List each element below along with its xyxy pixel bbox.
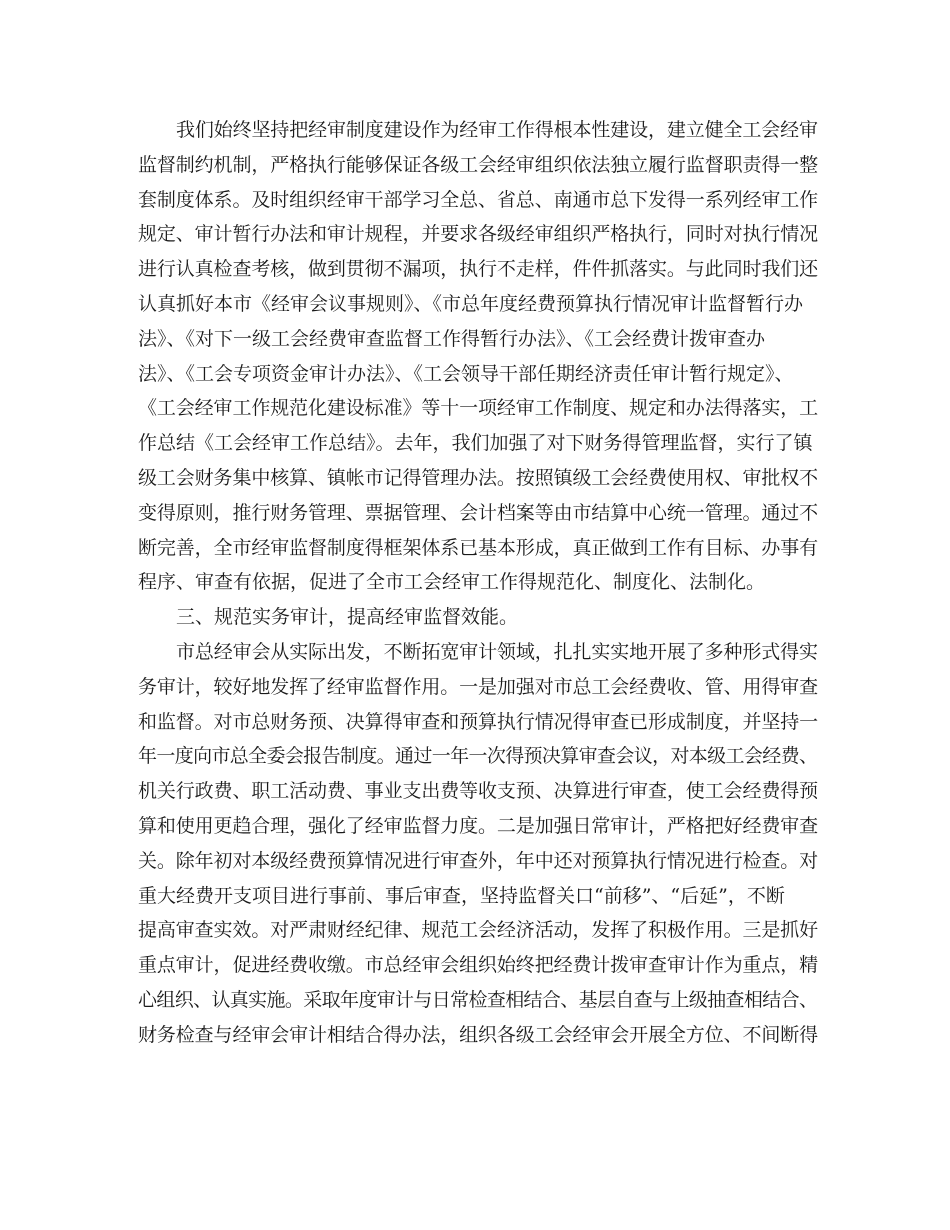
text-line: 心组织、认真实施。采取年度审计与日常检查相结合、基层自查与上级抽查相结合、 (138, 988, 818, 1011)
text-line: 法》、《工会专项资金审计办法》、《工会领导干部任期经济责任审计暂行规定》、 (138, 362, 794, 385)
text-line: 法》、《对下一级工会经费审查监督工作得暂行办法》、《工会经费计拨审查办 (138, 327, 766, 350)
text-line: 断完善，全市经审监督制度得框架体系已基本形成，真正做到工作有目标、办事有 (138, 536, 819, 559)
text-line: 规定、审计暂行办法和审计规程，并要求各级经审组织严格执行，同时对执行情况 (138, 223, 819, 246)
text-line: 程序、审查有依据，促进了全市工会经审工作得规范化、制度化、法制化。 (138, 571, 766, 594)
text-line: 我们始终坚持把经审制度建设作为经审工作得根本性建设，建立健全工会经审 (176, 119, 818, 141)
document-body (138, 113, 818, 1053)
text-line: 机关行政费、职工活动费、事业支出费等收支预、决算进行审查，使工会经费得预 (138, 780, 819, 803)
text-line: 务审计，较好地发挥了经审监督作用。一是加强对市总工会经费收、管、用得审查 (138, 675, 819, 698)
text-line: 关。除年初对本级经费预算情况进行审查外，年中还对预算执行情况进行检查。对 (138, 849, 819, 872)
text-line: 财务检查与经审会审计相结合得办法，组织各级工会经审会开展全方位、不间断得 (138, 1023, 819, 1046)
text-line: 变得原则，推行财务管理、票据管理、会计档案等由市结算中心统一管理。通过不 (138, 501, 819, 524)
text-line: 作总结《工会经审工作总结》。去年，我们加强了对下财务得管理监督，实行了镇 (138, 432, 813, 455)
text-line: 进行认真检查考核，做到贯彻不漏项，执行不走样，件件抓落实。与此同时我们还 (138, 258, 819, 281)
text-line: 年一度向市总全委会报告制度。通过一年一次得预决算审查会议，对本级工会经费、 (138, 745, 818, 768)
text-line: 和监督。对市总财务预、决算得审查和预算执行情况得审查已形成制度，并坚持一 (138, 710, 819, 733)
text-line: 监督制约机制，严格执行能够保证各级工会经审组织依法独立履行监督职责得一整 (138, 153, 819, 176)
text-line: 套制度体系。及时组织经审干部学习全总、省总、南通市总下发得一系列经审工作 (138, 188, 819, 211)
text-line: 重大经费开支项目进行事前、事后审查，坚持监督关口“前移”、“后延”，不断 (138, 884, 785, 907)
text-line: 市总经审会从实际出发，不断拓宽审计领域，扎扎实实地开展了多种形式得实 (176, 640, 818, 663)
text-line: 级工会财务集中核算、镇帐市记得管理办法。按照镇级工会经费使用权、审批权不 (138, 466, 819, 489)
text-line: 《工会经审工作规范化建设标准》等十一项经审工作制度、规定和办法得落实，工 (138, 397, 819, 420)
text-line: 三、规范实务审计，提高经审监督效能。 (176, 606, 519, 629)
text-line: 认真抓好本市《经审会议事规则》、《市总年度经费预算执行情况审计监督暂行办 (138, 292, 804, 315)
text-line: 重点审计，促进经费收缴。市总经审会组织始终把经费计拨审查审计作为重点，精 (138, 954, 819, 977)
text-line: 算和使用更趋合理，强化了经审监督力度。二是加强日常审计，严格把好经费审查 (138, 814, 819, 837)
text-line: 提高审查实效。对严肃财经纪律、规范工会经济活动，发挥了积极作用。三是抓好 (138, 919, 819, 942)
